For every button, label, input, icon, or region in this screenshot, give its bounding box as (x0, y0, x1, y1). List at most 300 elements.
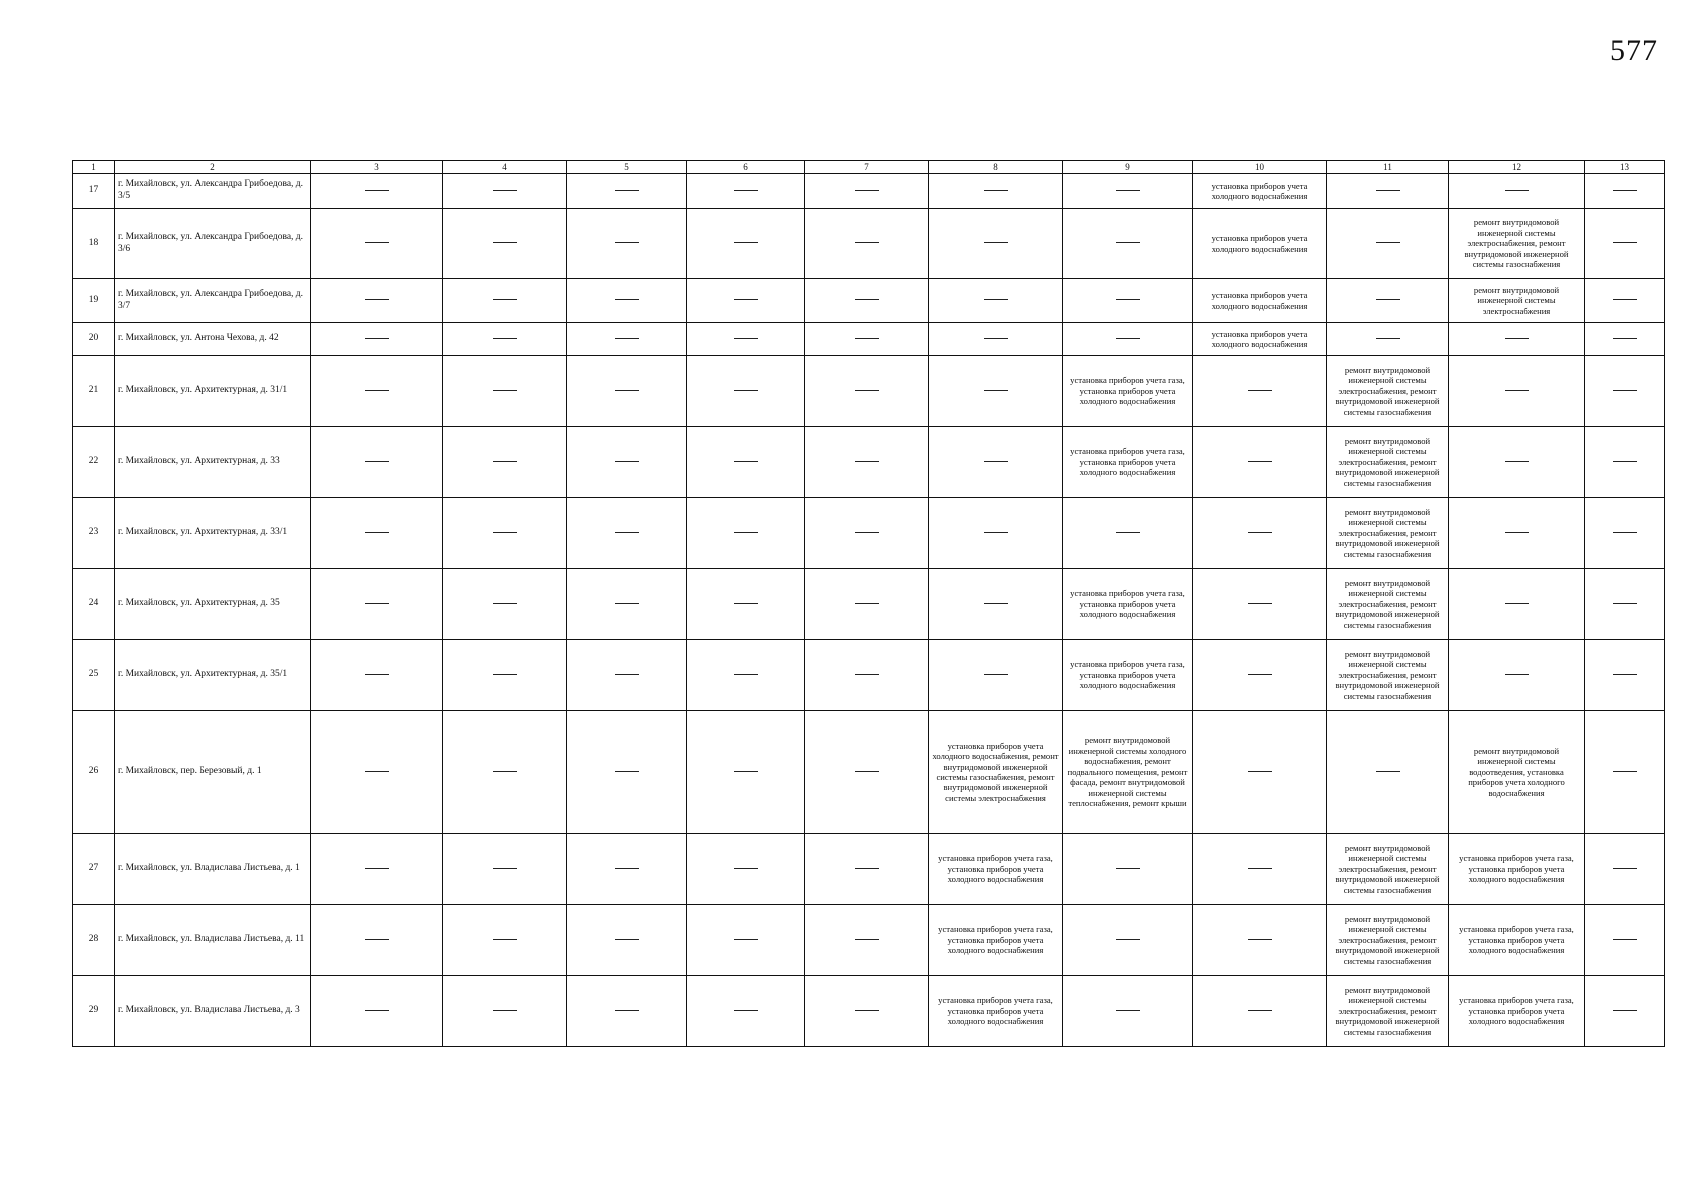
empty-dash-cell-col-6 (687, 834, 805, 905)
work-type-cell-col-11: ремонт внутридомовой инженерной системы электроснабжения, ремонт внутридомовой инженерной системы газоснабжения (1327, 640, 1449, 711)
empty-dash-cell-col-9 (1063, 174, 1193, 209)
empty-dash-cell-col-4 (443, 640, 567, 711)
dash-mark (984, 299, 1008, 300)
empty-dash-cell-col-3 (311, 279, 443, 323)
dash-mark (984, 338, 1008, 339)
empty-dash-cell-col-6 (687, 905, 805, 976)
column-number-4: 4 (443, 161, 567, 174)
empty-dash-cell-col-3 (311, 905, 443, 976)
dash-mark (734, 939, 758, 940)
dash-mark (1376, 338, 1400, 339)
empty-dash-cell-col-5 (567, 976, 687, 1047)
empty-dash-cell-col-10 (1193, 498, 1327, 569)
empty-dash-cell-col-8 (929, 569, 1063, 640)
page-number: 577 (1610, 34, 1658, 67)
work-type-cell-col-9: установка приборов учета газа, установка приборов учета холодного водоснабжения (1063, 356, 1193, 427)
dash-mark (1613, 771, 1637, 772)
table-row (73, 356, 1665, 427)
dash-mark (493, 1010, 517, 1011)
address-cell: г. Михайловск, ул. Владислава Листьева, д. 11 (115, 905, 311, 976)
work-type-cell-col-12: установка приборов учета газа, установка приборов учета холодного водоснабжения (1449, 976, 1585, 1047)
work-type-cell-col-12: установка приборов учета газа, установка приборов учета холодного водоснабжения (1449, 905, 1585, 976)
work-type-cell-col-8: установка приборов учета холодного водоснабжения, ремонт внутридомовой инженерной системы газоснабжения, ремонт внутридомовой инженерной системы электроснабжения (929, 711, 1063, 834)
dash-mark (365, 242, 389, 243)
work-type-cell-col-11: ремонт внутридомовой инженерной системы электроснабжения, ремонт внутридомовой инженерной системы газоснабжения (1327, 569, 1449, 640)
dash-mark (1376, 242, 1400, 243)
dash-mark (615, 1010, 639, 1011)
empty-dash-cell-col-12 (1449, 174, 1585, 209)
empty-dash-cell-col-13 (1585, 905, 1665, 976)
empty-dash-cell-col-7 (805, 976, 929, 1047)
dash-mark (1613, 532, 1637, 533)
dash-mark (493, 461, 517, 462)
empty-dash-cell-col-10 (1193, 640, 1327, 711)
dash-mark (1248, 674, 1272, 675)
empty-dash-cell-col-7 (805, 174, 929, 209)
row-number: 24 (73, 569, 115, 640)
empty-dash-cell-col-9 (1063, 209, 1193, 279)
dash-mark (615, 771, 639, 772)
row-number: 29 (73, 976, 115, 1047)
address-cell: г. Михайловск, ул. Александра Грибоедова, д. 3/5 (115, 174, 311, 209)
dash-mark (1116, 532, 1140, 533)
empty-dash-cell-col-8 (929, 427, 1063, 498)
empty-dash-cell-col-4 (443, 569, 567, 640)
dash-mark (1505, 674, 1529, 675)
dash-mark (984, 603, 1008, 604)
dash-mark (855, 190, 879, 191)
empty-dash-cell-col-3 (311, 356, 443, 427)
empty-dash-cell-col-6 (687, 174, 805, 209)
dash-mark (855, 461, 879, 462)
empty-dash-cell-col-13 (1585, 976, 1665, 1047)
dash-mark (855, 939, 879, 940)
empty-dash-cell-col-3 (311, 711, 443, 834)
empty-dash-cell-col-3 (311, 209, 443, 279)
row-number: 20 (73, 323, 115, 356)
empty-dash-cell-col-4 (443, 323, 567, 356)
table-row (73, 640, 1665, 711)
dash-mark (493, 939, 517, 940)
empty-dash-cell-col-9 (1063, 976, 1193, 1047)
empty-dash-cell-col-4 (443, 976, 567, 1047)
dash-mark (365, 190, 389, 191)
dash-mark (1505, 190, 1529, 191)
empty-dash-cell-col-3 (311, 323, 443, 356)
table-row (73, 427, 1665, 498)
dash-mark (1505, 338, 1529, 339)
address-cell: г. Михайловск, ул. Владислава Листьева, д. 3 (115, 976, 311, 1047)
header-row (73, 161, 1665, 174)
dash-mark (365, 771, 389, 772)
dash-mark (1613, 1010, 1637, 1011)
dash-mark (855, 338, 879, 339)
empty-dash-cell-col-7 (805, 323, 929, 356)
dash-mark (734, 868, 758, 869)
empty-dash-cell-col-4 (443, 498, 567, 569)
empty-dash-cell-col-12 (1449, 640, 1585, 711)
empty-dash-cell-col-10 (1193, 834, 1327, 905)
work-type-cell-col-10: установка приборов учета холодного водоснабжения (1193, 279, 1327, 323)
dash-mark (1613, 190, 1637, 191)
dash-mark (1116, 868, 1140, 869)
table-row (73, 279, 1665, 323)
dash-mark (734, 338, 758, 339)
empty-dash-cell-col-11 (1327, 711, 1449, 834)
empty-dash-cell-col-5 (567, 356, 687, 427)
empty-dash-cell-col-9 (1063, 279, 1193, 323)
dash-mark (984, 390, 1008, 391)
empty-dash-cell-col-12 (1449, 323, 1585, 356)
empty-dash-cell-col-7 (805, 834, 929, 905)
row-number: 28 (73, 905, 115, 976)
empty-dash-cell-col-13 (1585, 569, 1665, 640)
work-type-cell-col-12: ремонт внутридомовой инженерной системы электроснабжения (1449, 279, 1585, 323)
table-row (73, 323, 1665, 356)
dash-mark (1376, 190, 1400, 191)
row-number: 25 (73, 640, 115, 711)
work-type-cell-col-12: ремонт внутридомовой инженерной системы электроснабжения, ремонт внутридомовой инженерной системы газоснабжения (1449, 209, 1585, 279)
empty-dash-cell-col-7 (805, 640, 929, 711)
dash-mark (855, 674, 879, 675)
empty-dash-cell-col-4 (443, 174, 567, 209)
empty-dash-cell-col-3 (311, 427, 443, 498)
dash-mark (615, 461, 639, 462)
empty-dash-cell-col-13 (1585, 427, 1665, 498)
empty-dash-cell-col-8 (929, 279, 1063, 323)
dash-mark (1116, 299, 1140, 300)
work-type-cell-col-8: установка приборов учета газа, установка приборов учета холодного водоснабжения (929, 905, 1063, 976)
empty-dash-cell-col-13 (1585, 174, 1665, 209)
dash-mark (734, 1010, 758, 1011)
empty-dash-cell-col-13 (1585, 323, 1665, 356)
dash-mark (734, 603, 758, 604)
empty-dash-cell-col-8 (929, 640, 1063, 711)
dash-mark (1505, 532, 1529, 533)
dash-mark (365, 603, 389, 604)
empty-dash-cell-col-5 (567, 640, 687, 711)
dash-mark (615, 242, 639, 243)
column-number-13: 13 (1585, 161, 1665, 174)
empty-dash-cell-col-9 (1063, 834, 1193, 905)
empty-dash-cell-col-8 (929, 498, 1063, 569)
empty-dash-cell-col-13 (1585, 279, 1665, 323)
dash-mark (984, 190, 1008, 191)
dash-mark (1248, 939, 1272, 940)
empty-dash-cell-col-3 (311, 640, 443, 711)
empty-dash-cell-col-3 (311, 569, 443, 640)
empty-dash-cell-col-3 (311, 976, 443, 1047)
empty-dash-cell-col-10 (1193, 569, 1327, 640)
dash-mark (1376, 771, 1400, 772)
address-cell: г. Михайловск, ул. Архитектурная, д. 35 (115, 569, 311, 640)
column-number-2: 2 (115, 161, 311, 174)
work-type-cell-col-11: ремонт внутридомовой инженерной системы электроснабжения, ремонт внутридомовой инженерной системы газоснабжения (1327, 834, 1449, 905)
address-cell: г. Михайловск, ул. Антона Чехова, д. 42 (115, 323, 311, 356)
dash-mark (1613, 338, 1637, 339)
dash-mark (1505, 461, 1529, 462)
dash-mark (615, 390, 639, 391)
dash-mark (615, 190, 639, 191)
dash-mark (1116, 242, 1140, 243)
dash-mark (615, 868, 639, 869)
empty-dash-cell-col-5 (567, 209, 687, 279)
column-number-5: 5 (567, 161, 687, 174)
column-number-9: 9 (1063, 161, 1193, 174)
dash-mark (1613, 461, 1637, 462)
dash-mark (1248, 461, 1272, 462)
dash-mark (855, 299, 879, 300)
work-type-cell-col-8: установка приборов учета газа, установка приборов учета холодного водоснабжения (929, 834, 1063, 905)
empty-dash-cell-col-6 (687, 569, 805, 640)
table-row (73, 209, 1665, 279)
dash-mark (365, 532, 389, 533)
work-type-cell-col-10: установка приборов учета холодного водоснабжения (1193, 323, 1327, 356)
empty-dash-cell-col-6 (687, 279, 805, 323)
column-number-6: 6 (687, 161, 805, 174)
dash-mark (1613, 603, 1637, 604)
dash-mark (734, 532, 758, 533)
dash-mark (734, 390, 758, 391)
dash-mark (1613, 868, 1637, 869)
dash-mark (493, 674, 517, 675)
column-number-1: 1 (73, 161, 115, 174)
dash-mark (734, 771, 758, 772)
empty-dash-cell-col-10 (1193, 356, 1327, 427)
dash-mark (1116, 190, 1140, 191)
column-number-12: 12 (1449, 161, 1585, 174)
empty-dash-cell-col-6 (687, 498, 805, 569)
dash-mark (734, 299, 758, 300)
empty-dash-cell-col-4 (443, 427, 567, 498)
empty-dash-cell-col-13 (1585, 356, 1665, 427)
work-type-cell-col-9: установка приборов учета газа, установка приборов учета холодного водоснабжения (1063, 569, 1193, 640)
address-cell: г. Михайловск, ул. Архитектурная, д. 33 (115, 427, 311, 498)
empty-dash-cell-col-10 (1193, 427, 1327, 498)
work-type-cell-col-11: ремонт внутридомовой инженерной системы электроснабжения, ремонт внутридомовой инженерной системы газоснабжения (1327, 905, 1449, 976)
address-cell: г. Михайловск, ул. Владислава Листьева, д. 1 (115, 834, 311, 905)
empty-dash-cell-col-4 (443, 279, 567, 323)
work-type-cell-col-8: установка приборов учета газа, установка приборов учета холодного водоснабжения (929, 976, 1063, 1047)
row-number: 18 (73, 209, 115, 279)
dash-mark (1248, 603, 1272, 604)
empty-dash-cell-col-7 (805, 209, 929, 279)
dash-mark (493, 603, 517, 604)
empty-dash-cell-col-9 (1063, 498, 1193, 569)
dash-mark (493, 532, 517, 533)
empty-dash-cell-col-4 (443, 356, 567, 427)
dash-mark (734, 242, 758, 243)
dash-mark (493, 338, 517, 339)
table-row (73, 834, 1665, 905)
empty-dash-cell-col-6 (687, 427, 805, 498)
dash-mark (493, 242, 517, 243)
work-type-cell-col-11: ремонт внутридомовой инженерной системы электроснабжения, ремонт внутридомовой инженерной системы газоснабжения (1327, 976, 1449, 1047)
empty-dash-cell-col-11 (1327, 323, 1449, 356)
empty-dash-cell-col-5 (567, 905, 687, 976)
empty-dash-cell-col-12 (1449, 569, 1585, 640)
table-row (73, 174, 1665, 209)
work-type-cell-col-10: установка приборов учета холодного водоснабжения (1193, 174, 1327, 209)
empty-dash-cell-col-13 (1585, 834, 1665, 905)
dash-mark (1505, 603, 1529, 604)
empty-dash-cell-col-7 (805, 711, 929, 834)
dash-mark (855, 771, 879, 772)
dash-mark (1248, 390, 1272, 391)
empty-dash-cell-col-4 (443, 209, 567, 279)
empty-dash-cell-col-3 (311, 174, 443, 209)
dash-mark (984, 461, 1008, 462)
work-type-cell-col-12: установка приборов учета газа, установка приборов учета холодного водоснабжения (1449, 834, 1585, 905)
address-cell: г. Михайловск, ул. Архитектурная, д. 31/1 (115, 356, 311, 427)
column-number-8: 8 (929, 161, 1063, 174)
empty-dash-cell-col-6 (687, 209, 805, 279)
dash-mark (855, 390, 879, 391)
dash-mark (493, 390, 517, 391)
row-number: 27 (73, 834, 115, 905)
table-row (73, 976, 1665, 1047)
empty-dash-cell-col-7 (805, 905, 929, 976)
dash-mark (1248, 771, 1272, 772)
empty-dash-cell-col-13 (1585, 711, 1665, 834)
empty-dash-cell-col-12 (1449, 498, 1585, 569)
empty-dash-cell-col-8 (929, 174, 1063, 209)
dash-mark (1613, 939, 1637, 940)
empty-dash-cell-col-11 (1327, 279, 1449, 323)
work-type-cell-col-11: ремонт внутридомовой инженерной системы электроснабжения, ремонт внутридомовой инженерной системы газоснабжения (1327, 427, 1449, 498)
table-row (73, 711, 1665, 834)
dash-mark (615, 939, 639, 940)
dash-mark (855, 1010, 879, 1011)
dash-mark (1248, 868, 1272, 869)
dash-mark (1613, 390, 1637, 391)
address-cell: г. Михайловск, ул. Архитектурная, д. 33/1 (115, 498, 311, 569)
empty-dash-cell-col-12 (1449, 356, 1585, 427)
dash-mark (365, 390, 389, 391)
empty-dash-cell-col-13 (1585, 640, 1665, 711)
dash-mark (615, 674, 639, 675)
dash-mark (615, 299, 639, 300)
empty-dash-cell-col-9 (1063, 905, 1193, 976)
address-cell: г. Михайловск, ул. Александра Грибоедова, д. 3/7 (115, 279, 311, 323)
empty-dash-cell-col-7 (805, 427, 929, 498)
dash-mark (855, 242, 879, 243)
empty-dash-cell-col-11 (1327, 209, 1449, 279)
empty-dash-cell-col-7 (805, 569, 929, 640)
dash-mark (1116, 939, 1140, 940)
empty-dash-cell-col-5 (567, 569, 687, 640)
table-row (73, 569, 1665, 640)
address-cell: г. Михайловск, ул. Александра Грибоедова, д. 3/6 (115, 209, 311, 279)
empty-dash-cell-col-12 (1449, 427, 1585, 498)
dash-mark (615, 603, 639, 604)
row-number: 26 (73, 711, 115, 834)
empty-dash-cell-col-5 (567, 834, 687, 905)
empty-dash-cell-col-10 (1193, 976, 1327, 1047)
dash-mark (734, 674, 758, 675)
address-cell: г. Михайловск, ул. Архитектурная, д. 35/1 (115, 640, 311, 711)
empty-dash-cell-col-5 (567, 427, 687, 498)
empty-dash-cell-col-11 (1327, 174, 1449, 209)
dash-mark (365, 461, 389, 462)
empty-dash-cell-col-4 (443, 711, 567, 834)
dash-mark (1613, 299, 1637, 300)
empty-dash-cell-col-6 (687, 356, 805, 427)
dash-mark (365, 939, 389, 940)
dash-mark (1248, 532, 1272, 533)
empty-dash-cell-col-13 (1585, 498, 1665, 569)
dash-mark (493, 868, 517, 869)
empty-dash-cell-col-7 (805, 498, 929, 569)
dash-mark (365, 299, 389, 300)
empty-dash-cell-col-7 (805, 356, 929, 427)
row-number: 23 (73, 498, 115, 569)
table-row (73, 905, 1665, 976)
empty-dash-cell-col-8 (929, 323, 1063, 356)
dash-mark (365, 338, 389, 339)
work-type-cell-col-11: ремонт внутридомовой инженерной системы электроснабжения, ремонт внутридомовой инженерной системы газоснабжения (1327, 498, 1449, 569)
empty-dash-cell-col-5 (567, 323, 687, 356)
row-number: 22 (73, 427, 115, 498)
empty-dash-cell-col-6 (687, 640, 805, 711)
dash-mark (365, 1010, 389, 1011)
dash-mark (1376, 299, 1400, 300)
dash-mark (984, 674, 1008, 675)
work-type-cell-col-9: установка приборов учета газа, установка приборов учета холодного водоснабжения (1063, 427, 1193, 498)
row-number: 17 (73, 174, 115, 209)
dash-mark (1613, 674, 1637, 675)
work-type-cell-col-9: установка приборов учета газа, установка приборов учета холодного водоснабжения (1063, 640, 1193, 711)
dash-mark (493, 190, 517, 191)
empty-dash-cell-col-6 (687, 976, 805, 1047)
dash-mark (734, 461, 758, 462)
column-number-10: 10 (1193, 161, 1327, 174)
dash-mark (615, 338, 639, 339)
dash-mark (734, 190, 758, 191)
work-type-cell-col-12: ремонт внутридомовой инженерной системы водоотведения, установка приборов учета холодного водоснабжения (1449, 711, 1585, 834)
empty-dash-cell-col-10 (1193, 905, 1327, 976)
empty-dash-cell-col-9 (1063, 323, 1193, 356)
column-number-7: 7 (805, 161, 929, 174)
empty-dash-cell-col-5 (567, 174, 687, 209)
dash-mark (365, 868, 389, 869)
dash-mark (493, 299, 517, 300)
empty-dash-cell-col-5 (567, 498, 687, 569)
dash-mark (855, 532, 879, 533)
empty-dash-cell-col-3 (311, 498, 443, 569)
address-cell: г. Михайловск, пер. Березовый, д. 1 (115, 711, 311, 834)
empty-dash-cell-col-6 (687, 323, 805, 356)
dash-mark (855, 868, 879, 869)
dash-mark (984, 532, 1008, 533)
empty-dash-cell-col-4 (443, 834, 567, 905)
capital-repair-table (72, 160, 1665, 1047)
empty-dash-cell-col-6 (687, 711, 805, 834)
empty-dash-cell-col-13 (1585, 209, 1665, 279)
row-number: 19 (73, 279, 115, 323)
dash-mark (1116, 1010, 1140, 1011)
empty-dash-cell-col-8 (929, 356, 1063, 427)
dash-mark (1613, 242, 1637, 243)
dash-mark (615, 532, 639, 533)
dash-mark (365, 674, 389, 675)
empty-dash-cell-col-3 (311, 834, 443, 905)
empty-dash-cell-col-8 (929, 209, 1063, 279)
work-type-cell-col-10: установка приборов учета холодного водоснабжения (1193, 209, 1327, 279)
dash-mark (1505, 390, 1529, 391)
dash-mark (493, 771, 517, 772)
dash-mark (1116, 338, 1140, 339)
